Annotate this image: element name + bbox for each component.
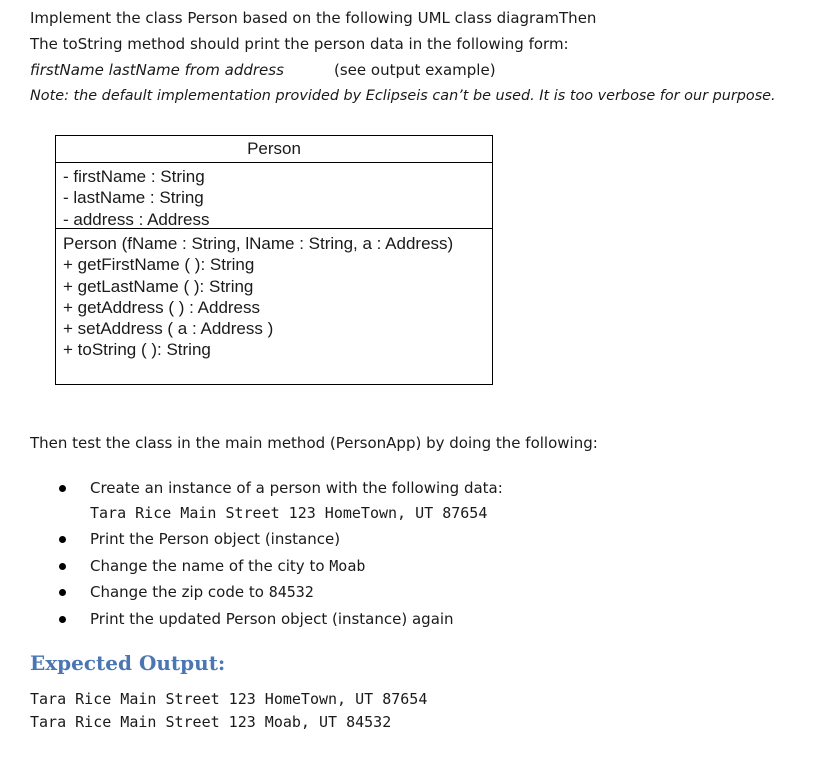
uml-operations (56, 229, 492, 361)
expected-output-heading: Expected Output: (30, 651, 226, 675)
step-text: Create an instance of a person with the following data: (90, 479, 503, 497)
output-line: Tara Rice Main Street 123 HomeTown, UT 87654 (30, 690, 428, 708)
uml-operation: + getLastName ( ): String (63, 276, 254, 296)
uml-attribute: - lastName : String (63, 188, 204, 208)
intro-line-2: The toString method should print the person data in the following form: (30, 35, 569, 53)
output-line: Tara Rice Main Street 123 Moab, UT 84532 (30, 713, 392, 731)
step-text: Print the updated Person object (instance) again (90, 610, 454, 628)
uml-operation: + getAddress ( ) : Address (63, 297, 261, 317)
uml-class-diagram (55, 135, 493, 385)
format-note: (see output example) (334, 61, 496, 79)
bullet-icon (59, 485, 66, 492)
intro-line-1: Implement the class Person based on the following UML class diagramThen (30, 9, 597, 27)
bullet-icon (59, 589, 66, 596)
bullet-icon (59, 536, 66, 543)
uml-attribute: - firstName : String (63, 167, 205, 186)
uml-operation: + toString ( ): String (63, 340, 211, 360)
step-code: Moab (329, 557, 366, 575)
intro-note: Note: the default implementation provided by Eclipseis can’t be used. It is too verbose for our purpose. (30, 88, 776, 104)
step-text (90, 556, 365, 576)
step-text (90, 582, 314, 602)
step-code: 84532 (268, 583, 314, 601)
step-text-label: Change the name of the city to (90, 557, 330, 575)
uml-class-name: Person (56, 136, 492, 163)
uml-operation: + getFirstName ( ): String (63, 255, 255, 275)
uml-operation: Person (fName : String, lName : String, a : Address) (63, 234, 454, 253)
uml-operation: + setAddress ( a : Address ) (63, 319, 274, 339)
uml-attributes (56, 163, 492, 229)
test-intro: Then test the class in the main method (PersonApp) by doing the following: (30, 434, 598, 452)
bullet-icon (59, 616, 66, 623)
step-text-label: Change the zip code to (90, 583, 269, 601)
step-code: Tara Rice Main Street 123 HomeTown, UT 87654 (90, 504, 488, 522)
uml-attribute: - address : Address (63, 209, 210, 229)
step-text: Print the Person object (instance) (90, 530, 341, 548)
format-example: firstName lastName from address (30, 61, 284, 79)
bullet-icon (59, 563, 66, 570)
